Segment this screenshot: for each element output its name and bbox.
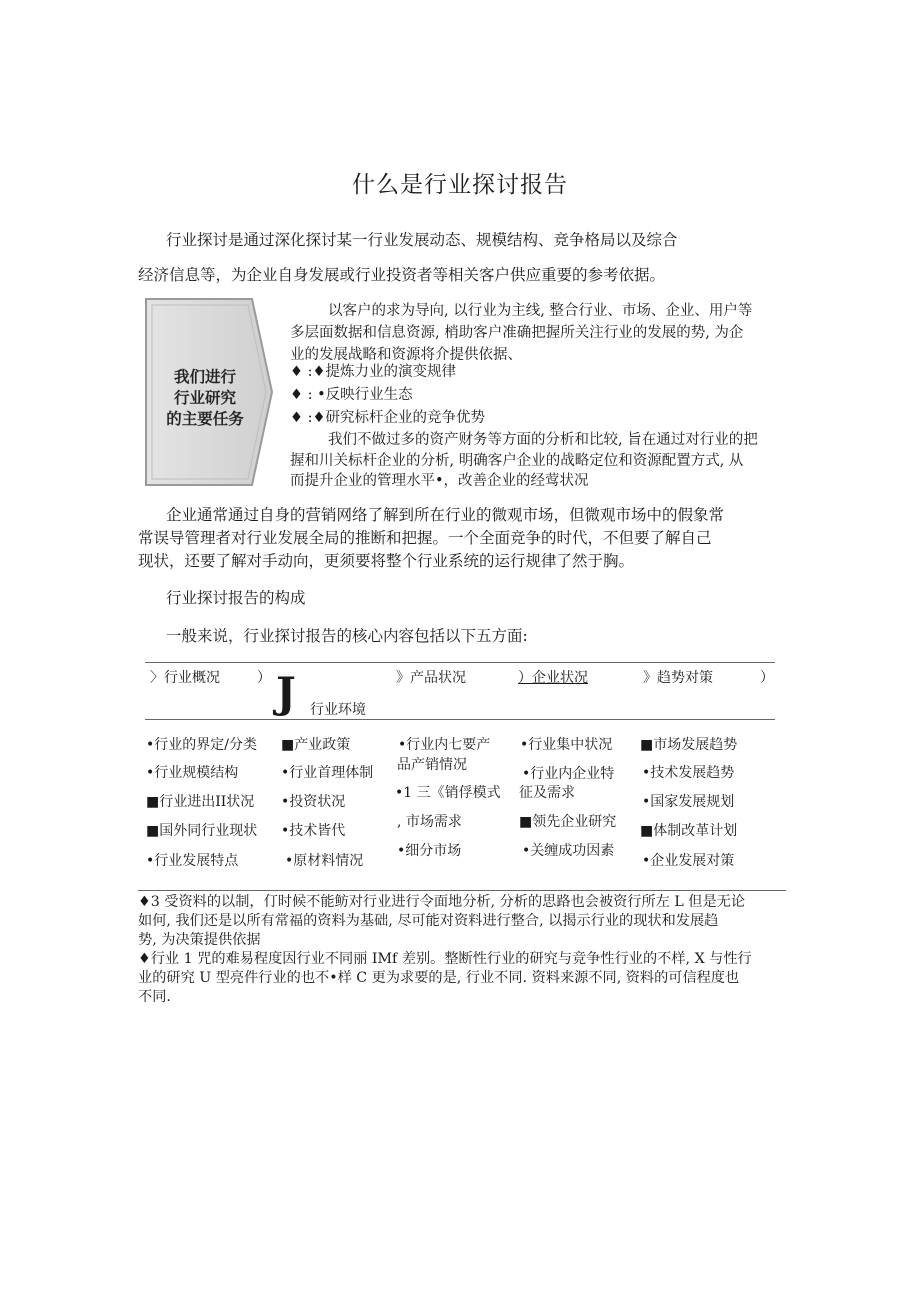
col1-item: •行业的界定/分类 [146, 737, 257, 753]
section-intro: 一般来说，行业探讨报告的核心内容包括以下五方面: [166, 627, 528, 645]
col5-item: ■市场发展趋势 [640, 737, 738, 753]
col3-item: 品产销情况 [397, 757, 467, 773]
note-line: 势, 为决策提供依据 [138, 932, 261, 948]
col3-item: , 市场需求 [397, 814, 462, 830]
header-overview-tail: ） [257, 670, 271, 686]
note-line: 不同. [138, 989, 171, 1005]
col4-item: •关缠成功因素 [522, 843, 615, 859]
header-overview: 〉行业概况 [150, 670, 220, 686]
col2-item: ■产业政策 [281, 737, 351, 753]
task-text-line: 业的发展战略和资源将介提供依据、 [290, 347, 522, 363]
task-box-label [150, 367, 260, 430]
note-line: 如何, 我们还是以所有常福的资料为基础, 尽可能对资料进行整合, 以揭示行业的现状和发展趋 [138, 913, 719, 929]
col2-item: •技术皆代 [281, 823, 346, 839]
task-bullet: ♦ :♦提炼力业的演变规律 [290, 364, 456, 380]
para2-line-1: 企业通常通过自身的营销网络了解到所在行业的微观市场，但微观市场中的假象常 [166, 506, 725, 524]
col1-item: ■国外同行业现状 [146, 823, 258, 839]
col1-item: •行业发展特点 [146, 853, 239, 869]
task-label-line: 行业研究 [173, 389, 236, 407]
col2-item: •原材料情况 [285, 853, 364, 869]
intro-line-2: 经济信息等，为企业自身发展或行业投资者等相关客户供应重要的参考依据。 [138, 266, 666, 284]
note-line: 业的研究 U 型亮件行业的也不•样 C 更为求要的是, 行业不同. 资料来源不同, 资料的可信程度也 [138, 970, 740, 986]
table-header-rule [145, 719, 775, 720]
task-text-line: 握和川关标杆企业的分析, 明确客户企业的战略定位和资源配置方式, 从 [290, 453, 744, 469]
header-product: 》产品状况 [396, 670, 466, 686]
table-top-rule [145, 662, 775, 663]
task-text-line: 我们不做过多的资产财务等方面的分析和比较, 旨在通过对行业的把 [328, 432, 758, 448]
task-text-line: 而提升企业的管理水平•，改善企业的经莺状况 [290, 473, 589, 489]
para2-line-2: 常误导管理者对行业发展全局的推断和把握。一个全面竞争的时代，不但要了解自己 [138, 529, 712, 547]
col4-item: 征及需求 [519, 785, 575, 801]
col5-item: •企业发展对策 [642, 853, 735, 869]
col4-item: ■领先企业研究 [519, 814, 617, 830]
note-line: ♦3 受资料的以制，仃时候不能鲂对行业进行令面地分析, 分析的思路也会被资行所左 L 但是无论 [138, 894, 746, 910]
col2-item: •行业首理体制 [281, 765, 374, 781]
page-title: 什么是行业探讨报告 [352, 172, 568, 198]
col3-item: •1 三《销俘模式 [395, 785, 501, 801]
header-trend: 》趋势对策 [643, 670, 713, 686]
intro-line-1: 行业探讨是通过深化探讨某一行业发展动态、规模结构、竞争格局以及综合 [166, 231, 678, 249]
para2-line-3: 现状，还要了解对手动向，更须要将整个行业系统的运行规律了然于胸。 [138, 552, 635, 570]
header-trend-tail: ） [760, 670, 774, 686]
col4-item: •行业内企业特 [522, 766, 615, 782]
note-line: ♦行业 1 咒的难易程度因行业不同丽 IMf 差别。整断性行业的研究与竞争性行业的不样, X 与性行 [138, 951, 752, 967]
task-bullet: ♦ : •反映行业生态 [290, 387, 413, 403]
task-label-line: 的主要任务 [166, 410, 244, 428]
col1-item: •行业规模结构 [146, 765, 239, 781]
col5-item: ■体制改革计划 [640, 823, 738, 839]
col2-item: •投资状况 [281, 794, 346, 810]
task-text-line: 多层面数据和信息资源, 梢助客户准确把握所关注行业的发展的势, 为企 [290, 325, 744, 341]
col5-item: •技术发展趋势 [642, 765, 735, 781]
task-label-line: 我们进行 [173, 368, 236, 386]
col3-item: •行业内七要产 [398, 737, 491, 753]
col4-item: •行业集中状况 [520, 737, 613, 753]
task-bullet: ♦ :♦研究标杆企业的竞争优势 [290, 410, 485, 426]
table-bottom-rule [138, 890, 786, 891]
header-environment: 行业环境 [310, 702, 366, 718]
header-enterprise: ）企业状况 [518, 670, 588, 686]
header-j-mark: J [276, 668, 296, 717]
task-text-line: 以客户的求为导向, 以行业为主线, 整合行业、市场、企业、用户等 [328, 303, 753, 319]
col5-item: •国家发展规划 [642, 794, 735, 810]
section-heading: 行业探讨报告的构成 [166, 589, 306, 607]
col1-item: ■行业进出II状况 [146, 794, 255, 810]
col3-item: •细分市场 [397, 843, 462, 859]
